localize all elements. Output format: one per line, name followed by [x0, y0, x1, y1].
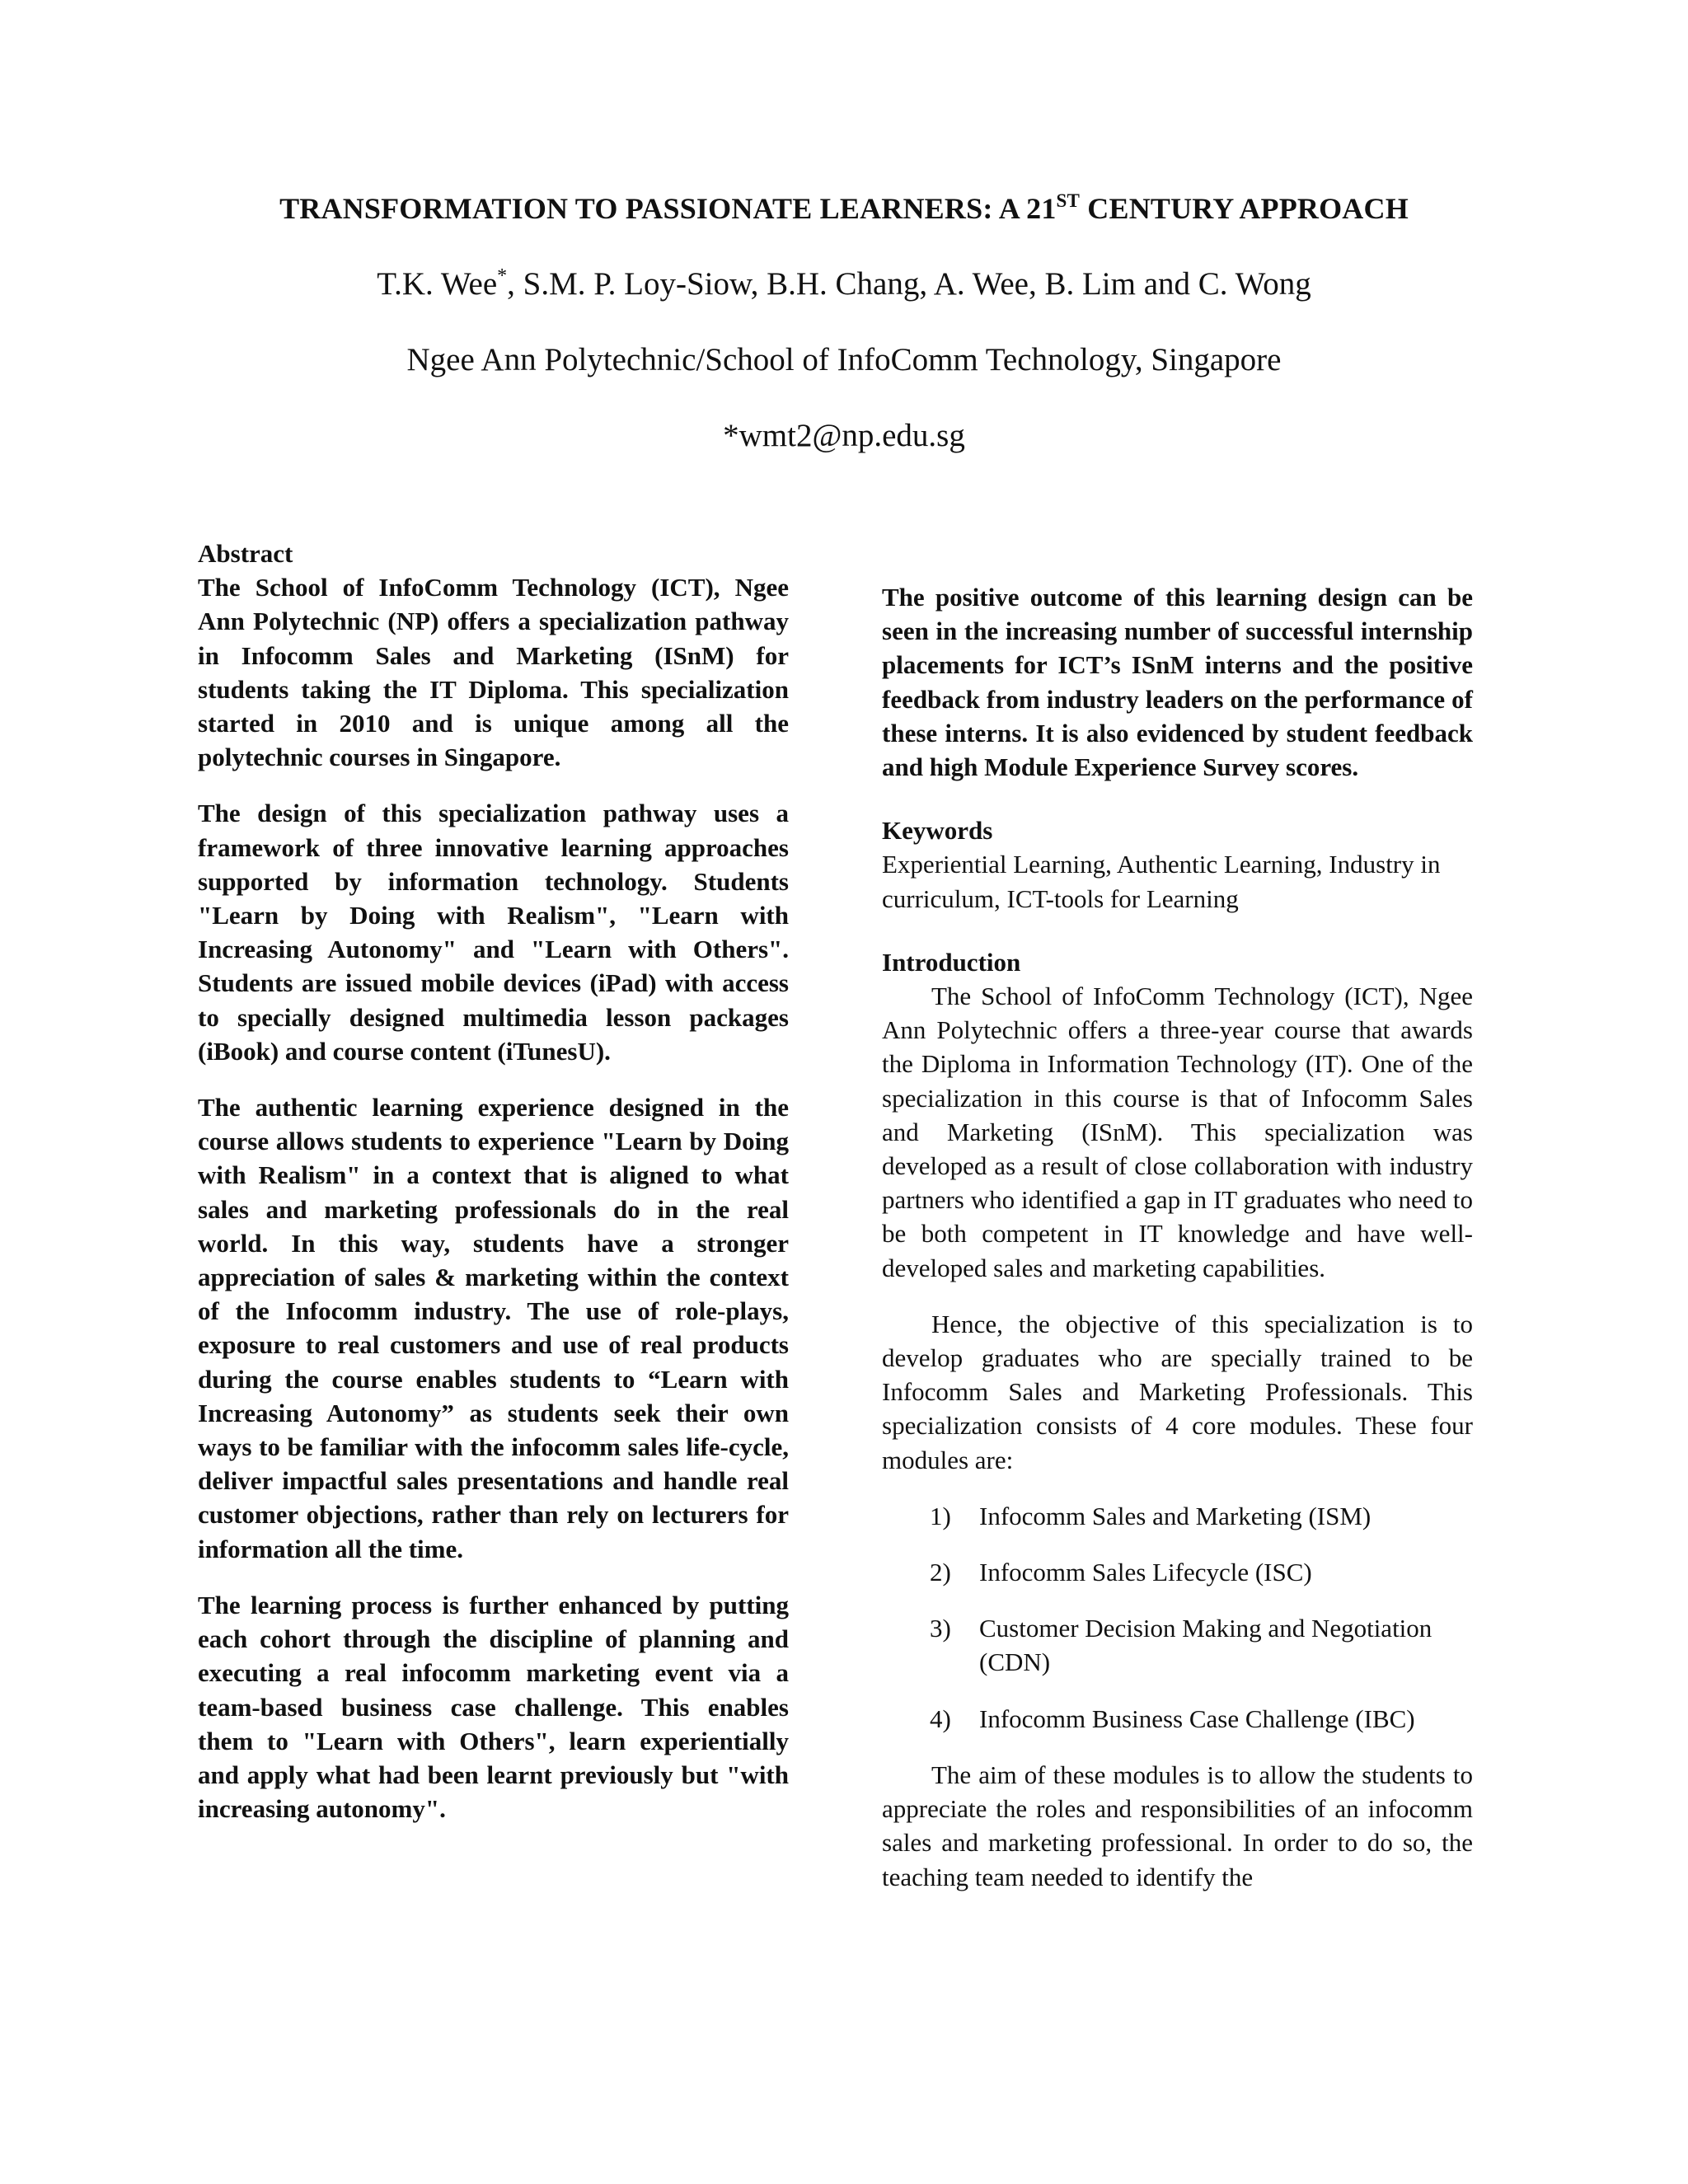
module-text: Infocomm Sales and Marketing (ISM) — [979, 1501, 1372, 1530]
title-main: TRANSFORMATION TO PASSIONATE LEARNERS: A 21 — [279, 192, 1057, 225]
abstract-paragraph-2: The design of this specialization pathway uses a framework of three innovative learning approaches supported by information technology. Students "Learn by Doing with Realism", "Learn with Increasing Autonomy" and "Learn with Others". Students are issued mobile devices (iPad) with access to specially designed multimedia lesson packages (iBook) and course content (iTunesU). — [198, 799, 789, 1066]
keywords-heading: Keywords — [882, 816, 993, 846]
abstract-paragraph-5: The positive outcome of this learning design can be seen in the increasing number of successful internship placements for ICT’s ISnM interns and the positive feedback from industry leaders on the performance of these interns. It is also evidenced by student feedback and high Module Experience Survey scores. — [882, 583, 1473, 782]
abstract-paragraph-3: The authentic learning experience designed in the course allows students to experience "Learn by Doing with Realism" in a context that is aligned to what sales and marketing professionals do in the real world. In this way, students have a stronger appreciation of sales & marketing within the context of the Infocomm industry. The use of role-plays, exposure to real customers and use of real products during the course enables students to “Learn with Increasing Autonomy” as students seek their own ways to be familiar with the infocomm sales life-cycle, deliver impactful sales presentations and handle real customer objections, rather than rely on lecturers for information all the time. — [198, 1093, 789, 1563]
title-superscript: ST — [1056, 190, 1081, 211]
contact-email: *wmt2@np.edu.sg — [723, 418, 965, 453]
affiliation: Ngee Ann Polytechnic/School of InfoComm Technology, Singapore — [406, 342, 1282, 377]
module-item — [882, 1555, 1473, 1589]
paper-title — [0, 191, 1688, 226]
module-text: Infocomm Business Case Challenge (IBC) — [979, 1704, 1415, 1733]
abstract-heading: Abstract — [198, 539, 293, 568]
module-text: Customer Decision Making and Negotiation (CDN) — [979, 1614, 1432, 1677]
module-text: Infocomm Sales Lifecycle (ISC) — [979, 1558, 1312, 1587]
author-rest: , S.M. P. Loy-Siow, B.H. Chang, A. Wee, B. Lim and C. Wong — [507, 266, 1311, 302]
module-list — [882, 1499, 1473, 1736]
module-item — [882, 1499, 1473, 1533]
introduction-paragraph-2: Hence, the objective of this specialization is to develop graduates who are specially trained to be Infocomm Sales and Marketing Professionals. This specialization consists of 4 core modules. These four modules are: — [882, 1309, 1473, 1474]
introduction-paragraph-1: The School of InfoComm Technology (ICT), Ngee Ann Polytechnic offers a three-year course that awards the Diploma in Information Technology (IT). One of the specialization in this course is that of Infocomm Sales and Marketing (ISnM). This specialization was developed as a result of close collaboration with industry partners who identified a gap in IT graduates who need to be both competent in IT knowledge and have well-developed sales and marketing capabilities. — [882, 982, 1473, 1282]
right-column — [882, 580, 1473, 1894]
introduction-paragraph-3: The aim of these modules is to allow the students to appreciate the roles and responsibilities of an infocomm sales and marketing professional. In order to do so, the teaching team needed to identify the — [882, 1760, 1473, 1891]
module-number: 1) — [930, 1501, 951, 1530]
keywords-text: Experiential Learning, Authentic Learning, Industry in curriculum, ICT-tools for Learning — [882, 850, 1441, 913]
module-item — [882, 1702, 1473, 1736]
module-number: 3) — [930, 1614, 951, 1643]
module-number: 4) — [930, 1704, 951, 1733]
abstract-paragraph-4: The learning process is further enhanced by putting each cohort through the discipline of planning and executing a real infocomm marketing event via a team-based business case challenge. This enables them to "Learn with Others", learn experientially and apply what had been learnt previously but "with increasing autonomy". — [198, 1590, 789, 1824]
module-number: 2) — [930, 1558, 951, 1587]
left-column — [198, 537, 789, 1825]
title-end: CENTURY APPROACH — [1080, 192, 1409, 225]
author-first: T.K. Wee — [377, 266, 498, 302]
abstract-paragraph-1: The School of InfoComm Technology (ICT), Ngee Ann Polytechnic (NP) offers a specialization pathway in Infocomm Sales and Marketing (ISnM) for students taking the IT Diploma. This specialization started in 2010 and is unique among all the polytechnic courses in Singapore. — [198, 573, 789, 772]
author-list — [0, 265, 1688, 302]
corresponding-author-mark: * — [497, 265, 508, 287]
introduction-heading: Introduction — [882, 947, 1021, 977]
module-item — [882, 1611, 1473, 1679]
